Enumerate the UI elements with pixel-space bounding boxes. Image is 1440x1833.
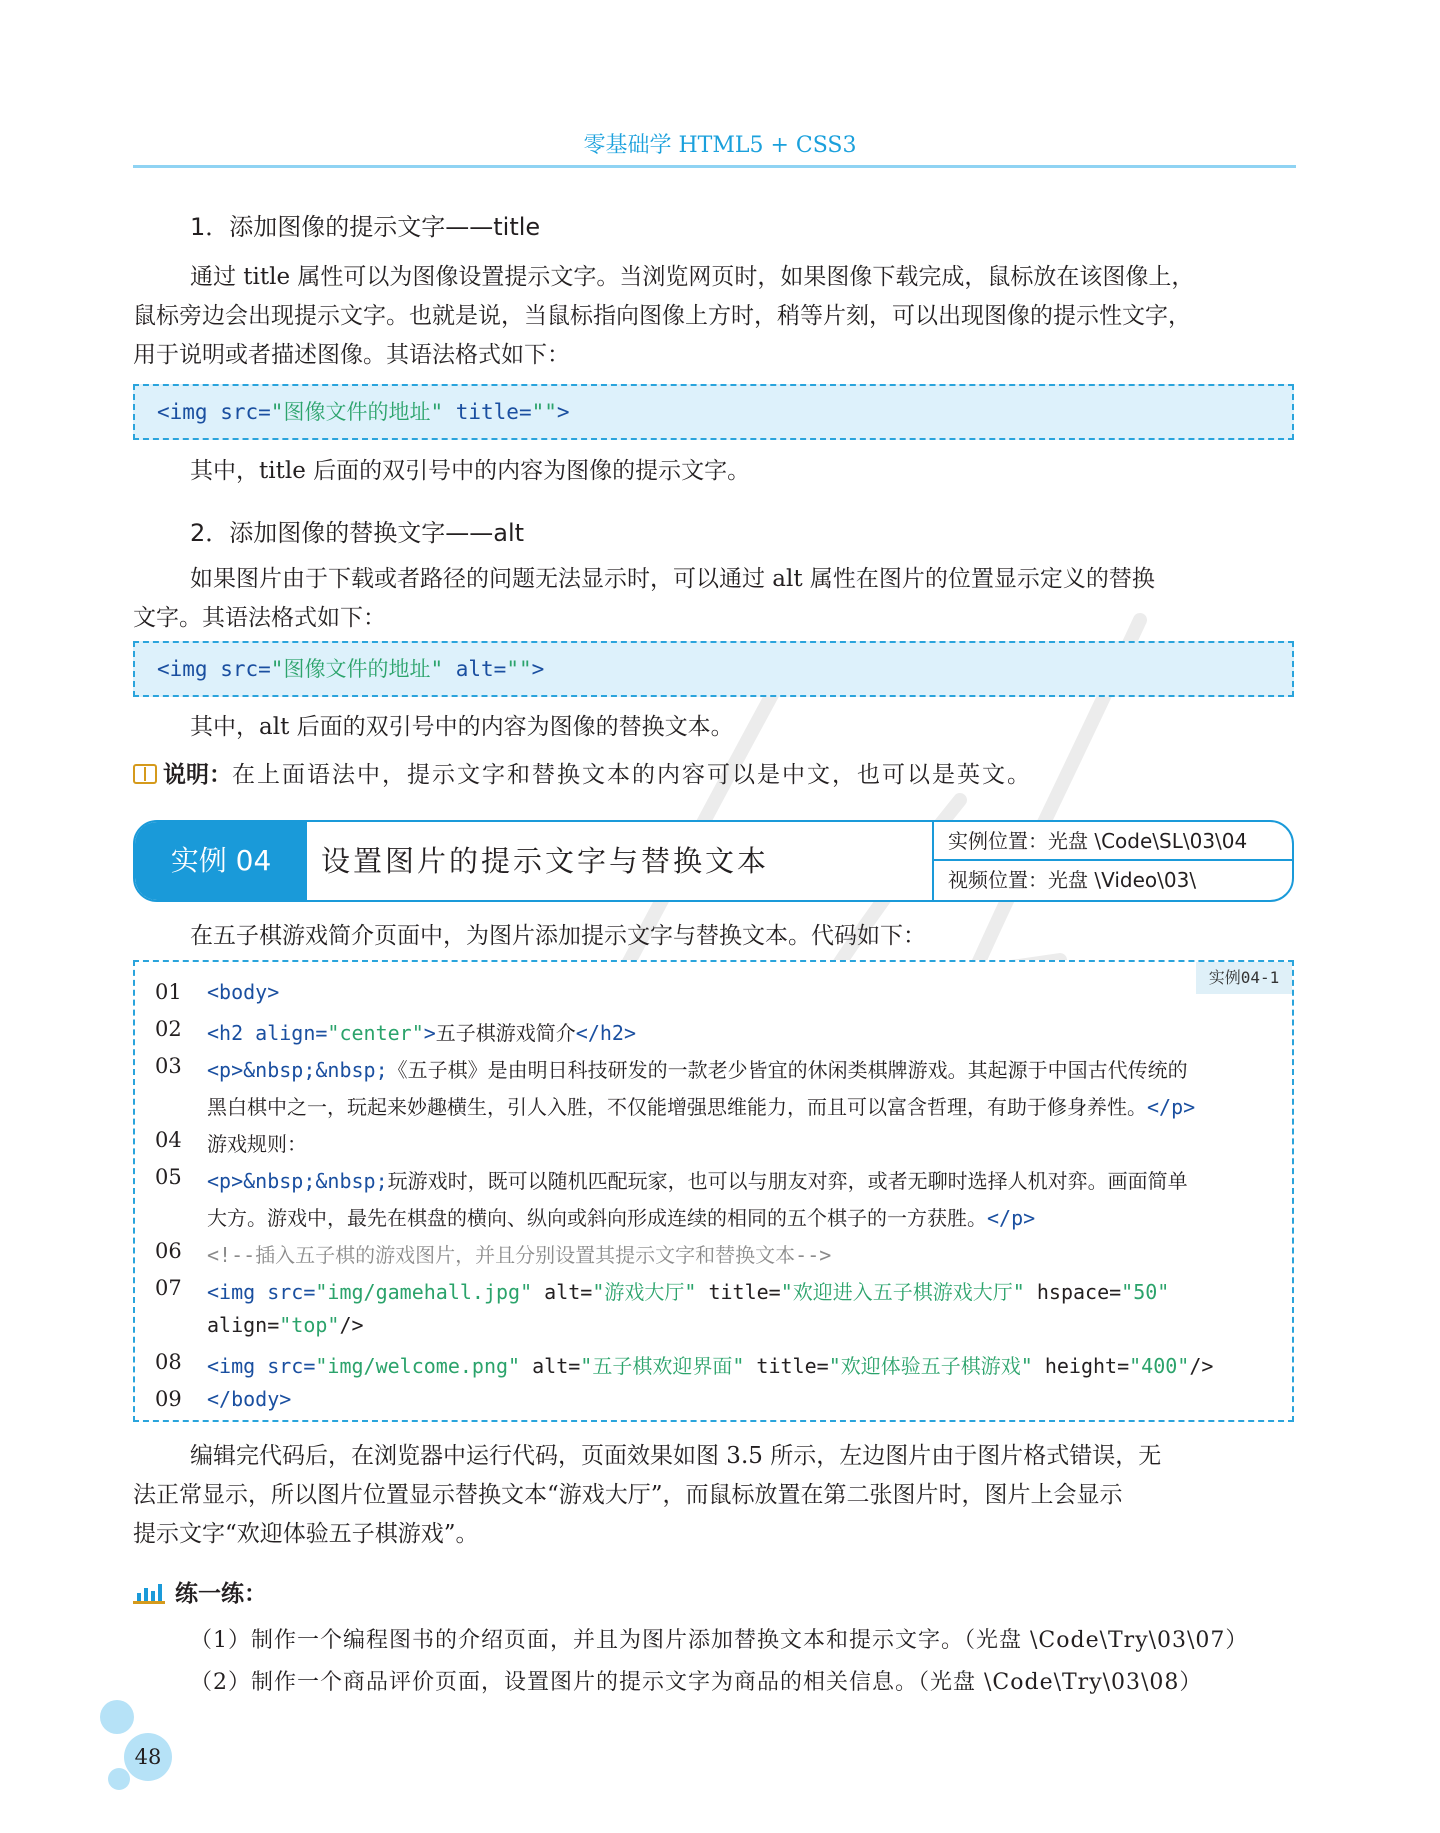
code-string: "img/welcome.png" (315, 1354, 521, 1378)
code-token: height= (1032, 1354, 1130, 1378)
code-token: title= (443, 400, 532, 424)
code-text: 游戏规则： (207, 1132, 307, 1156)
practice-task: （2）制作一个商品评价页面，设置图片的提示文字为商品的相关信息。（光盘 \Code\Try\03\08） (190, 1670, 1203, 1695)
code-text: 玩游戏时，既可以随机匹配玩家，也可以与朋友对弈，或者无聊时选择人机对弈。画面简单 (387, 1169, 1188, 1193)
line-number: 04 (155, 1128, 182, 1152)
code-string: "图像文件的地址" (270, 400, 444, 424)
code-string: "img/gamehall.jpg" (315, 1280, 533, 1304)
code-string: "欢迎进入五子棋游戏大厅" (780, 1280, 1025, 1304)
paragraph-line: 文字。其语法格式如下： (133, 605, 386, 631)
code-token: </h2> (575, 1021, 637, 1045)
code-token: title= (744, 1354, 829, 1378)
code-string: "图像文件的地址" (270, 657, 444, 681)
example-code-block (133, 960, 1294, 1422)
code-comment: <!--插入五子棋的游戏图片，并且分别设置其提示文字和替换文本--> (207, 1243, 832, 1267)
code-text: 黑白棋中之一，玩起来妙趣横生，引人入胜，不仅能增强思维能力，而且可以富含哲理，有助于修身养性。 (207, 1095, 1147, 1119)
code-token: <img src= (157, 400, 271, 424)
code-token: title= (696, 1280, 781, 1304)
code-token: <img src= (207, 1280, 316, 1304)
code-token: /> (1189, 1354, 1214, 1378)
line-number: 03 (155, 1054, 182, 1078)
example-location-panel (932, 822, 1294, 900)
code-token: </body> (207, 1387, 292, 1411)
practice-heading (133, 1575, 267, 1608)
note-block (133, 756, 1032, 789)
example-intro: 在五子棋游戏简介页面中，为图片添加提示文字与替换文本。代码如下： (190, 923, 926, 949)
line-number: 09 (155, 1387, 182, 1411)
code-token: > (556, 400, 570, 424)
example-location: 实例位置：光盘 \Code\SL\03\04 (934, 822, 1294, 861)
paragraph-line: 编辑完代码后，在浏览器中运行代码，页面效果如图 3.5 所示，左边图片由于图片格式错误，无 (190, 1443, 1162, 1469)
example-video-location: 视频位置：光盘 \Video\03\ (948, 868, 1197, 892)
example-badge: 实例 04 (135, 822, 307, 900)
bar-chart-icon (133, 1579, 165, 1604)
code-listing-tag: 实例04-1 (1196, 962, 1292, 994)
line-number: 07 (155, 1276, 182, 1300)
code-text: 《五子棋》是由明日科技研发的一款老少皆宜的休闲类棋牌游戏。其起源于中国古代传统的 (387, 1058, 1188, 1082)
code-text: 大方。游戏中，最先在棋盘的横向、纵向或斜向形成连续的相同的五个棋子的一方获胜。 (207, 1206, 987, 1230)
page-number: 48 (124, 1733, 172, 1781)
code-string: "五子棋欢迎界面" (580, 1354, 745, 1378)
code-token: <h2 align= (207, 1021, 328, 1045)
code-string: "" (531, 400, 557, 424)
paragraph-line: 通过 title 属性可以为图像设置提示文字。当浏览网页时，如果图像下载完成，鼠标放在该图像上， (190, 264, 1195, 290)
line-number: 08 (155, 1350, 182, 1374)
code-token: <p>&nbsp;&nbsp; (207, 1169, 388, 1193)
paragraph-line: 提示文字“欢迎体验五子棋游戏”。 (133, 1521, 479, 1547)
code-string: "center" (327, 1021, 424, 1045)
code-string: "top" (279, 1313, 340, 1337)
code-text: 五子棋游戏简介 (435, 1021, 576, 1045)
section2-paragraph (133, 560, 1296, 638)
paragraph-line: 法正常显示，所以图片位置显示替换文本“游戏大厅”，而鼠标放置在第二张图片时，图片上会显示 (133, 1482, 1123, 1508)
code-token: > (531, 657, 545, 681)
code-string: "50" (1121, 1280, 1170, 1304)
code-token: <p>&nbsp;&nbsp; (207, 1058, 388, 1082)
note-text: 在上面语法中，提示文字和替换文本的内容可以是中文，也可以是英文。 (232, 762, 1032, 788)
line-number: 06 (155, 1239, 182, 1263)
paragraph-line: 用于说明或者描述图像。其语法格式如下： (133, 342, 570, 368)
section1-after-text: 其中，title 后面的双引号中的内容为图像的提示文字。 (190, 458, 751, 484)
result-paragraph (133, 1437, 1296, 1554)
code-token: <img src= (157, 657, 271, 681)
code-string: "" (506, 657, 532, 681)
syntax-code-alt (133, 641, 1294, 697)
book-icon (133, 764, 157, 784)
code-string: "欢迎体验五子棋游戏" (828, 1354, 1033, 1378)
code-token: </p> (987, 1206, 1036, 1230)
code-token: hspace= (1024, 1280, 1122, 1304)
example-title: 设置图片的提示文字与替换文本 (321, 844, 770, 878)
section-heading-title: 1．添加图像的提示文字——title (190, 213, 541, 241)
practice-label: 练一练： (175, 1581, 267, 1607)
code-token: </p> (1147, 1095, 1196, 1119)
example-header (133, 820, 1294, 902)
line-number: 05 (155, 1165, 182, 1189)
code-token: <body> (207, 980, 280, 1004)
header-rule (133, 165, 1296, 168)
running-header-title: 零基础学 HTML5 + CSS3 (583, 133, 857, 158)
code-token: align= (207, 1313, 280, 1337)
section2-after-text: 其中，alt 后面的双引号中的内容为图像的替换文本。 (190, 714, 734, 740)
section1-paragraph (133, 258, 1296, 375)
note-label: 说明： (163, 762, 232, 788)
syntax-code-title (133, 384, 1294, 440)
paragraph-line: 如果图片由于下载或者路径的问题无法显示时，可以通过 alt 属性在图片的位置显示定义的替换 (190, 566, 1155, 592)
line-number: 01 (155, 980, 182, 1004)
line-number: 02 (155, 1017, 182, 1041)
code-token: alt= (520, 1354, 581, 1378)
code-string: "游戏大厅" (592, 1280, 697, 1304)
code-string: "400" (1129, 1354, 1190, 1378)
section-heading-alt: 2．添加图像的替换文字——alt (190, 519, 525, 547)
code-token: alt= (443, 657, 507, 681)
code-token: <img src= (207, 1354, 316, 1378)
practice-task: （1）制作一个编程图书的介绍页面，并且为图片添加替换文本和提示文字。（光盘 \Code\Try\03\07） (190, 1628, 1249, 1653)
paragraph-line: 鼠标旁边会出现提示文字。也就是说，当鼠标指向图像上方时，稍等片刻，可以出现图像的提示性文字， (133, 303, 1191, 329)
code-token: > (423, 1021, 436, 1045)
code-token: /> (339, 1313, 364, 1337)
code-token: alt= (532, 1280, 593, 1304)
